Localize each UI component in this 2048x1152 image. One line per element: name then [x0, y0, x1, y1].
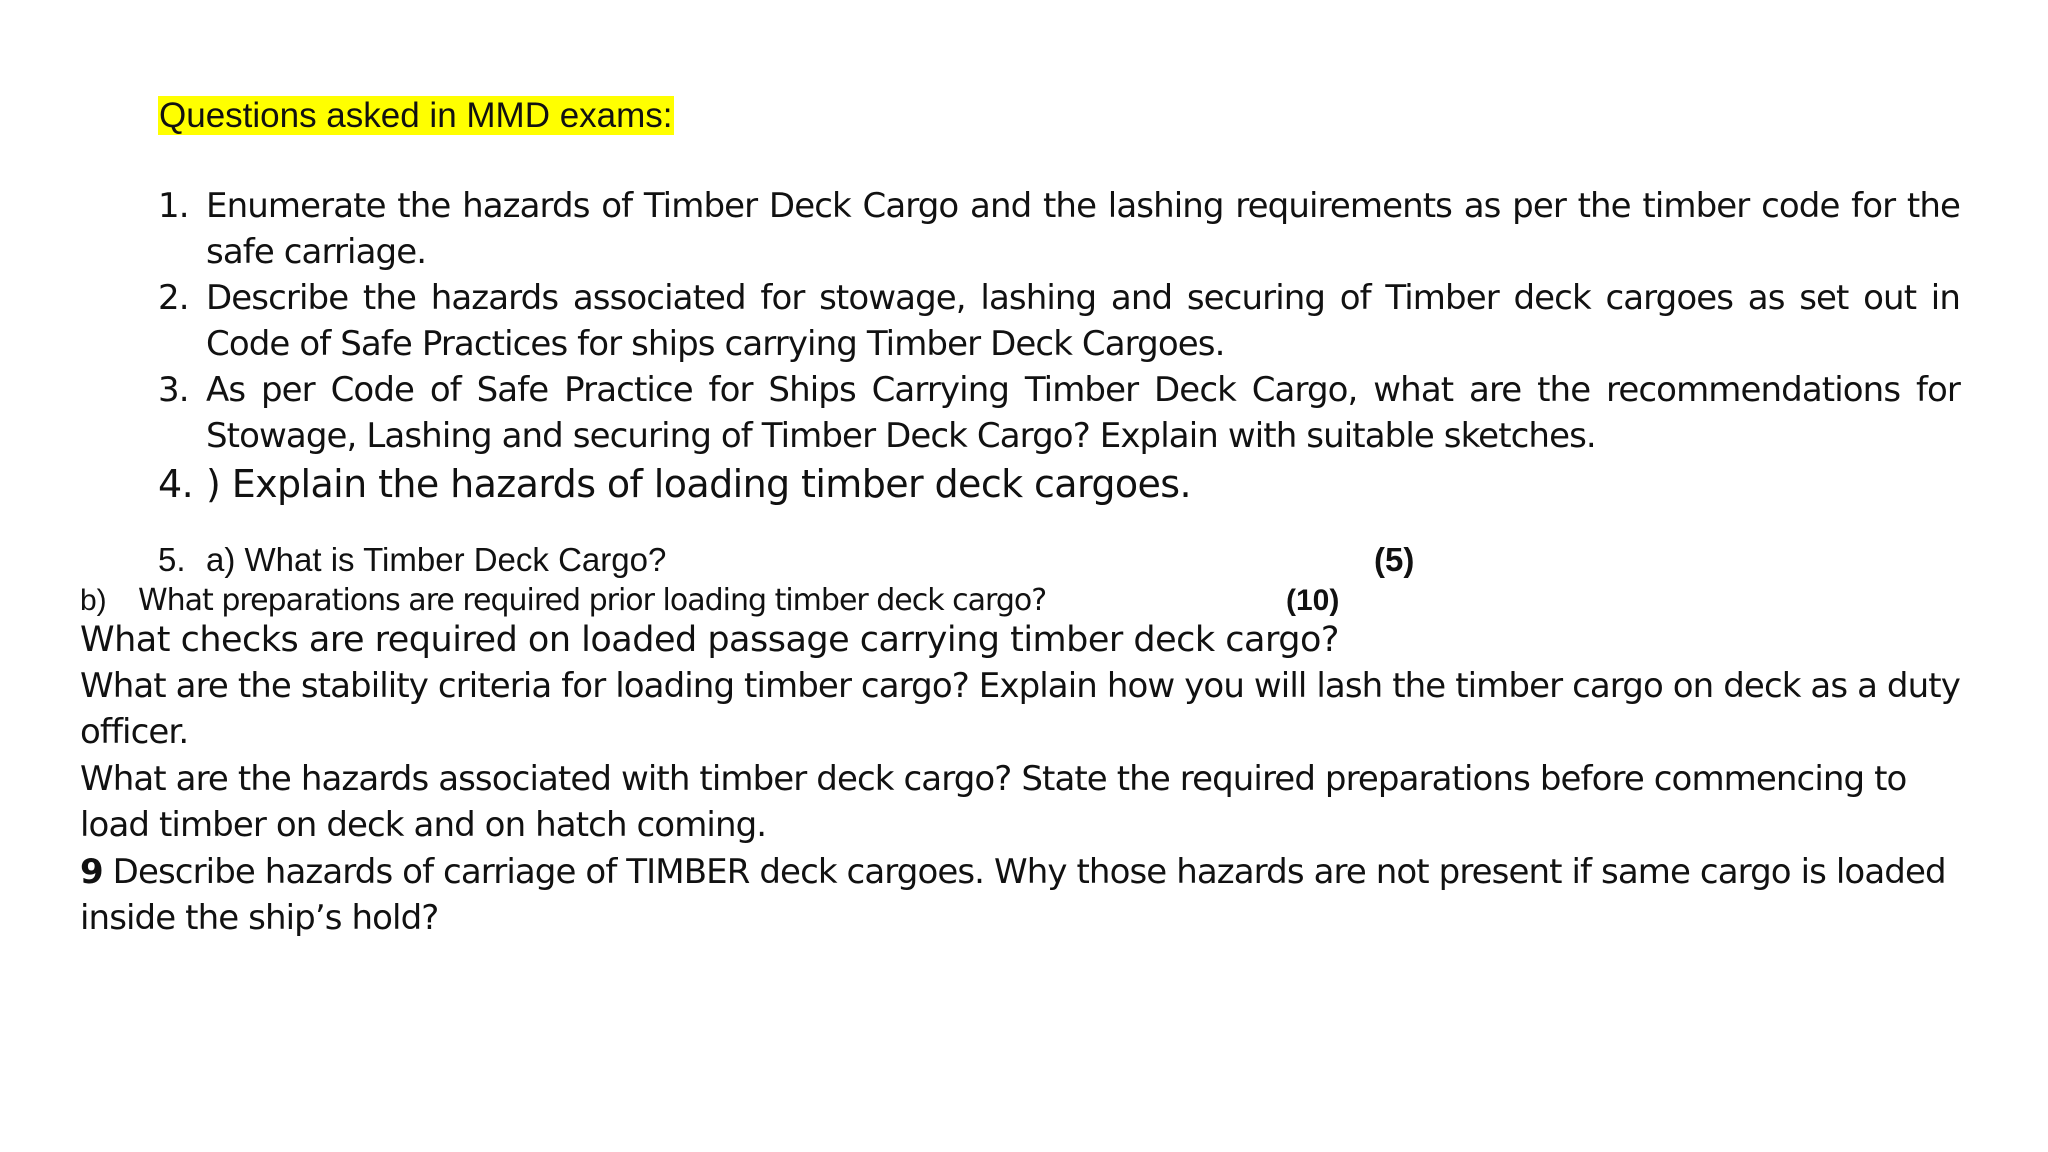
heading-highlight: Questions asked in MMD exams:	[159, 96, 673, 135]
question-number: 1.	[158, 186, 189, 226]
question-list	[158, 183, 1960, 509]
page-heading	[158, 92, 674, 140]
sub-question-letter: b)	[80, 584, 107, 617]
question-number: 3.	[158, 370, 189, 410]
question-text: Enumerate the hazards of Timber Deck Cargo and the lashing requirements as per the timber code for the safe carriage.	[206, 186, 1960, 272]
question-text: Describe hazards of carriage of TIMBER deck cargoes. Why those hazards are not present if same cargo is loaded inside the ship’s hold?	[80, 852, 1946, 938]
sub-question-text: What preparations are required prior loading timber deck cargo?	[138, 583, 1047, 618]
question-number: 4.	[158, 462, 194, 506]
question-text: a) What is Timber Deck Cargo?	[206, 541, 667, 578]
marks-label: (5)	[1374, 541, 1415, 578]
question-item	[158, 183, 1960, 275]
question-text: As per Code of Safe Practice for Ships Carrying Timber Deck Cargo, what are the recommendations for Stowage, Lashing and securing of Timber Deck Cargo? Explain with suitable sketches.	[206, 370, 1960, 456]
question-item	[158, 367, 1960, 459]
question-text: What checks are required on loaded passage carrying timber deck cargo?	[80, 620, 1339, 660]
question-text: What are the hazards associated with timber deck cargo? State the required preparations before commencing to load timber on deck and on hatch coming.	[80, 759, 1907, 845]
question-item	[158, 459, 1960, 509]
sub-question-b	[80, 580, 1046, 622]
question-number: 5.	[158, 541, 186, 578]
question-5	[158, 538, 1460, 582]
question-text: ) Explain the hazards of loading timber deck cargoes.	[206, 462, 1191, 506]
question-number: 2.	[158, 278, 189, 318]
question-9	[80, 849, 1960, 941]
question-text: What are the stability criteria for loading timber cargo? Explain how you will lash the timber cargo on deck as a duty officer.	[80, 666, 1960, 752]
question-item	[158, 275, 1960, 367]
question-text: Describe the hazards associated for stowage, lashing and securing of Timber deck cargoes as set out in Code of Safe Practices for ships carrying Timber Deck Cargoes.	[206, 278, 1960, 364]
marks-label: (10)	[1286, 584, 1340, 617]
question-number: 9	[80, 852, 103, 892]
